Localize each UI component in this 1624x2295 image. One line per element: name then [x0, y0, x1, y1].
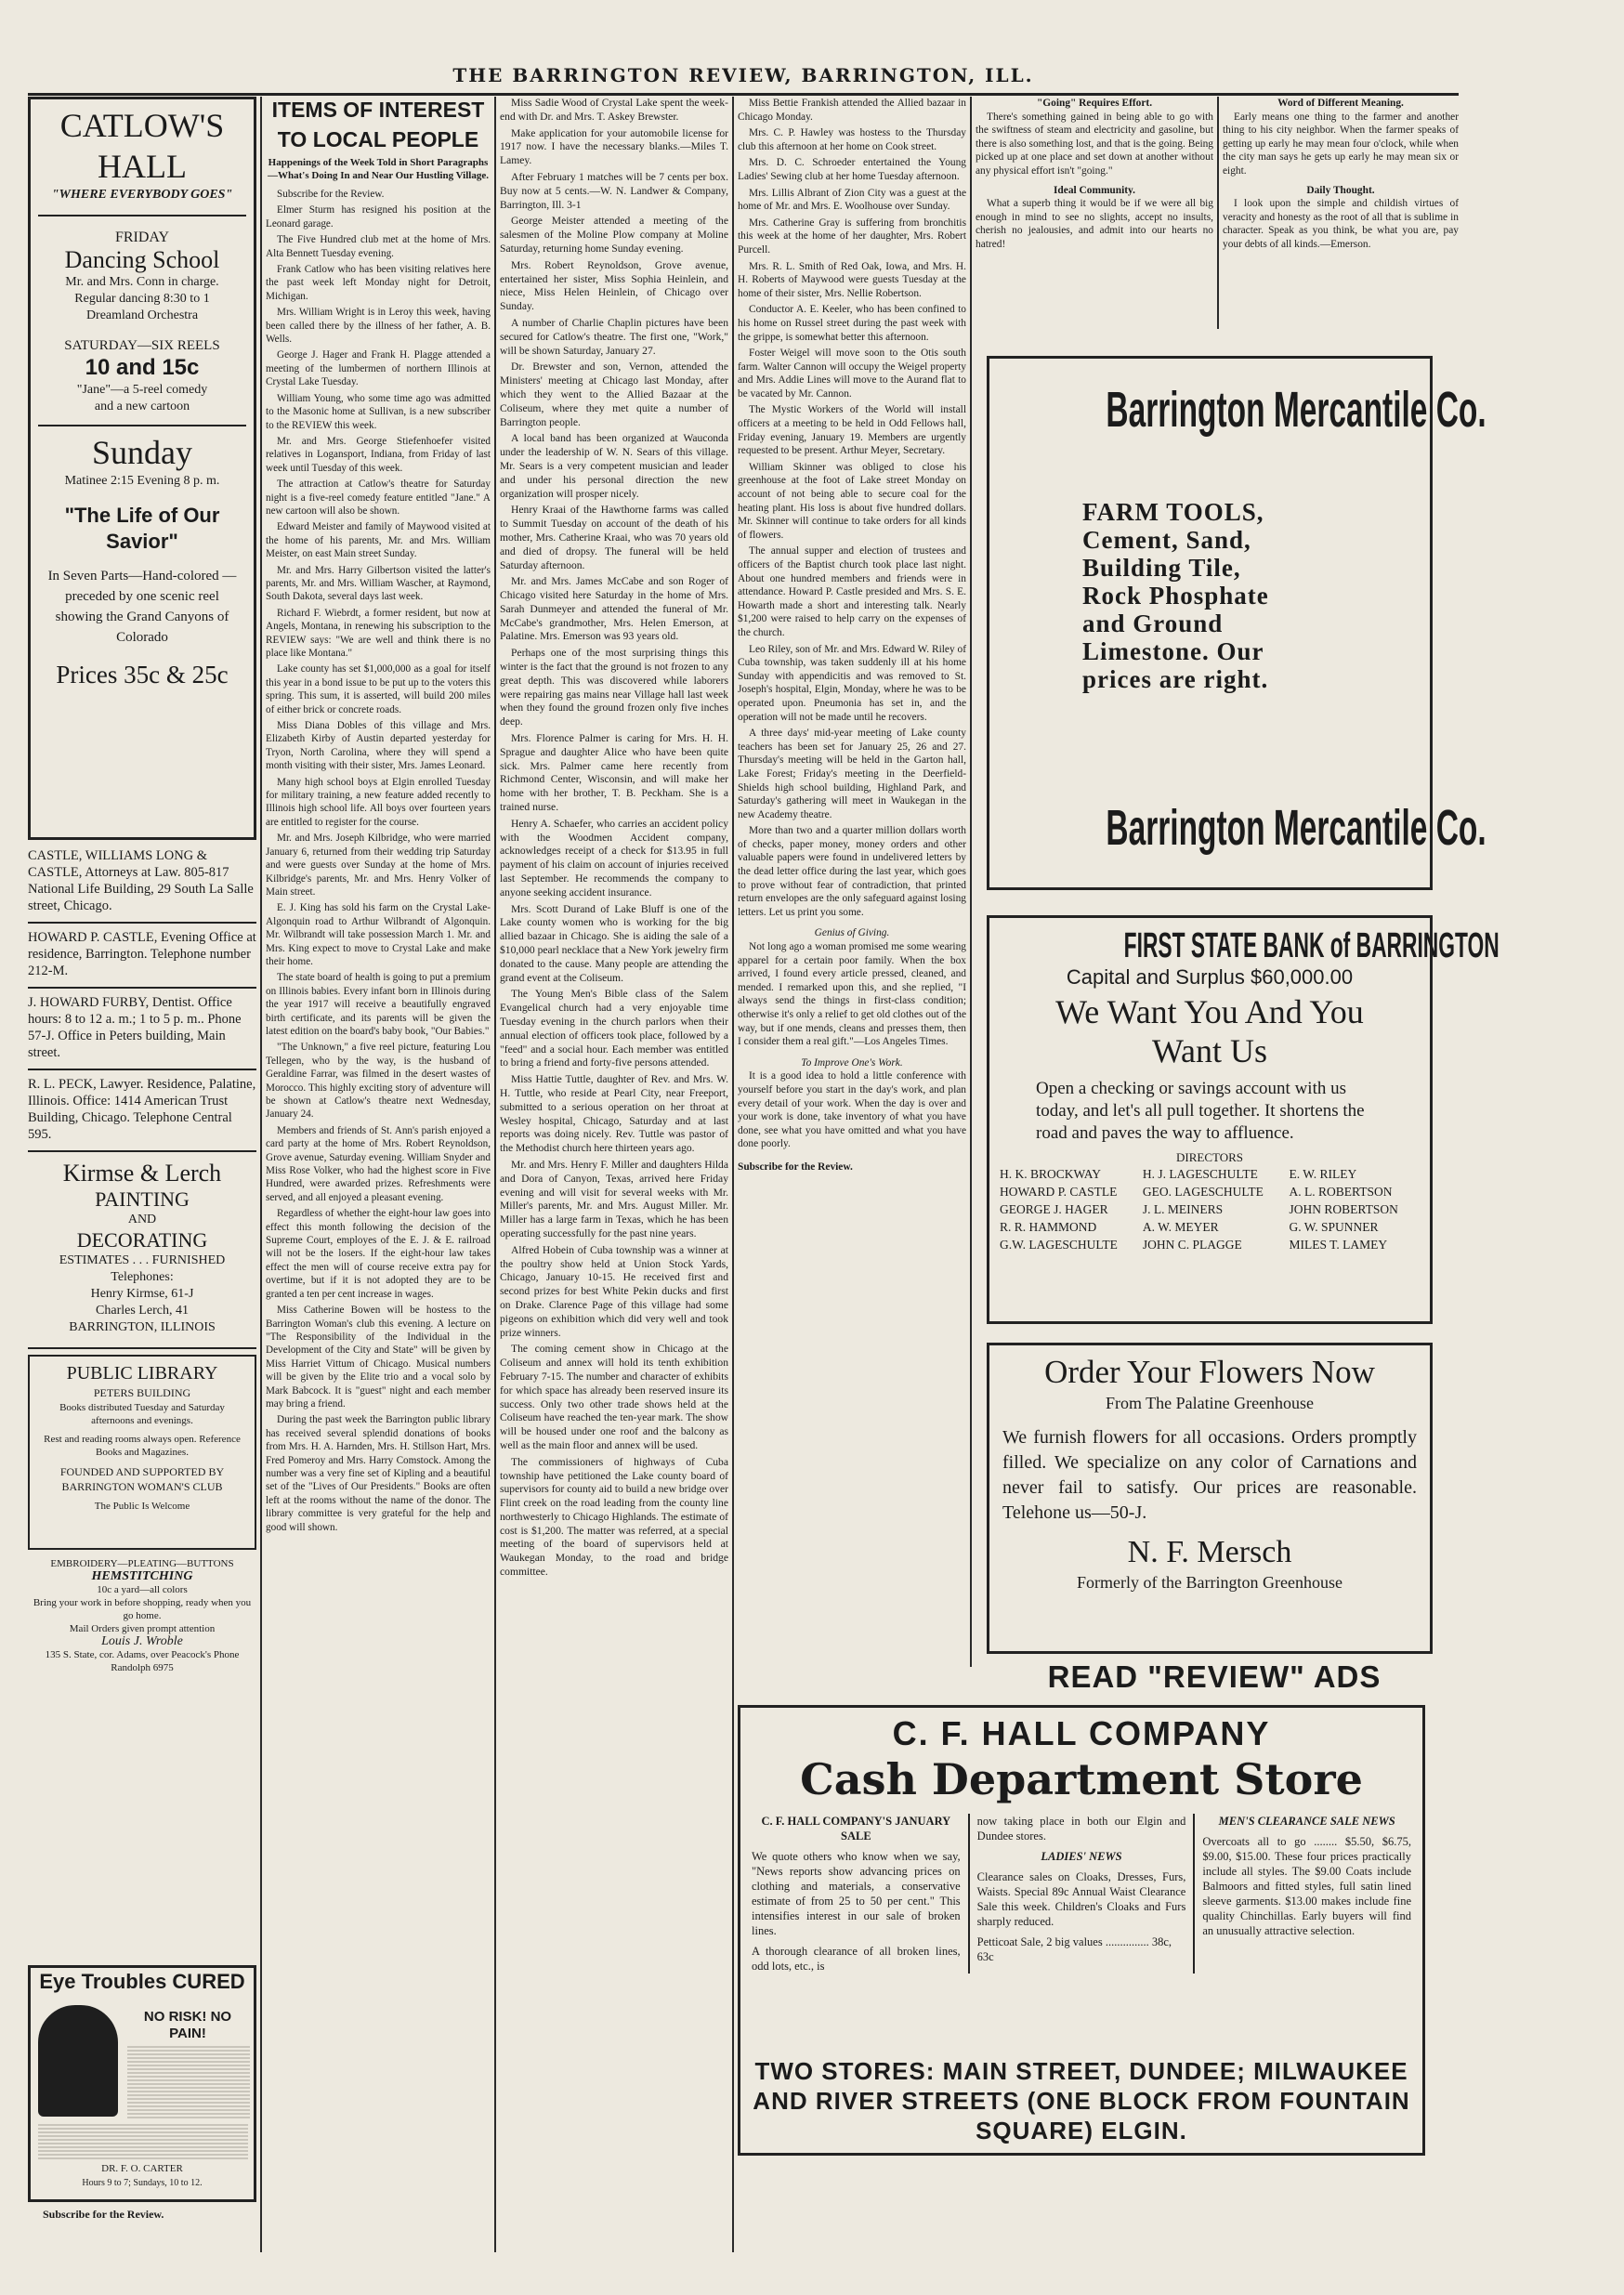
- kirmse-l1: PAINTING: [95, 1187, 190, 1211]
- news-para: Frank Catlow who has been visiting relatives here the past week left Monday night for Detroit, Michigan.: [266, 264, 491, 302]
- genius-para: Not long ago a woman promised me some wearing apparel for a certain poor family. When the box arrived, I found every article pressed, cleaned, and mended. I remarked upon this, and she replied, "I always send the things in first-class condition; otherwise it's only a relief to get old clothes out of the way, but if one mends, cleans and presses them, then I consider them a real gift."—Los Angeles Times.: [738, 941, 966, 1048]
- news-para: Conductor A. E. Keeler, who has been confined to his home on Russel street during the past week with the grippe, is somewhat better this afternoon.: [738, 304, 966, 343]
- catlow-line5: and a new cartoon: [94, 400, 190, 413]
- news-para: Mr. and Mrs. George Stiefenhoefer visited relatives in Logansport, Indiana, from Friday of last week until Tuesday of this week.: [266, 435, 491, 474]
- kirmse-lerch-ad: [28, 1158, 256, 1342]
- news-para: Subscribe for the Review.: [277, 189, 385, 200]
- catlow-title: CATLOW'S HALL: [59, 107, 225, 185]
- improve-para: It is a good idea to hold a little conference with yourself before you start in the day's work, and plan every detail of your work. When the day is over and your work is done, take inventory of what you have done, see what you have omitted and what you have done poorly.: [738, 1070, 966, 1150]
- news-para: Henry Kraai of the Hawthorne farms was called to Summit Tuesday on account of the death of his mother, Mrs. Catherine Kraai, who was 70 years old and died of dropsy. The funeral will be held Saturday afternoon.: [500, 504, 728, 571]
- news-para: Make application for your automobile license for 1917 now. I have the necessary blanks.—Miles T. Lamey.: [500, 126, 728, 167]
- hall-col2-b: Petticoat Sale, 2 big values ............... 38c, 63c: [976, 1935, 1172, 1963]
- library-l5: The Public Is Welcome: [94, 1501, 190, 1512]
- catlow-price-saturday: 10 and 15c: [85, 355, 200, 380]
- short-items-left: [976, 97, 1213, 329]
- news-para: The coming cement show in Chicago at the Coliseum and annex will hold its tenth exhibition February 7-15. The number and character of exhibits for which space has already been reserved insure its success. Only two other trade shows held at the Coliseum have reached the ten-year mark. The show will be housed under one roof and the balcony as well as the main floor and annex will be used.: [500, 1343, 728, 1451]
- genius-title: Genius of Giving.: [814, 927, 890, 939]
- bank-slogan-2: Want Us: [1151, 1032, 1268, 1069]
- hall-col1-body: We quote others who know when we say, "News reports show advancing prices on clothing and materials, a conservative estimate of from 25 to 50 per cent." This intensifies interest in our sale of broken lines.: [752, 1850, 961, 1937]
- bank-name: FIRST STATE BANK of BARRINGTON: [1123, 926, 1500, 965]
- mercantile-l2: Cement, Sand,: [1082, 526, 1251, 554]
- news-para: Members and friends of St. Ann's parish enjoyed a card party at the home of Mrs. Robert Reynoldson, Grove avenue, Saturday evening. William Snyder and Miss Rose Volker, who had the highest score in Five Hundred, were awarded prizes. Refreshments were served, and all enjoyed a pleasant evening.: [266, 1124, 491, 1203]
- word-title: Word of Different Meaning.: [1277, 98, 1404, 109]
- news-para: William Skinner was obliged to close his greenhouse at the foot of Lake street Monday on account of not being able to secure coal for the heating plant. His loss is about five hundred dollars. Mr. Skinner will continue to take orders for all kinds of flowers.: [738, 461, 966, 541]
- news-para: The Five Hundred club met at the home of Mrs. Alta Bennett Tuesday evening.: [266, 234, 491, 259]
- table-row: HOWARD P. CASTLE GEO. LAGESCHULTE A. L. ROBERTSON: [1000, 1185, 1393, 1199]
- hall-title: C. F. HALL COMPANY: [892, 1714, 1271, 1752]
- news-para: Leo Riley, son of Mr. and Mrs. Edward W. Riley of Cuba township, was taken suddenly ill at his home Sunday with appendicitis and was removed to St. Joseph's hospital, Elgin, Monday, where he was to be operated upon. Pneumonia has set in, and the operation will not be made until he recovers.: [738, 643, 967, 723]
- flowers-from: From The Palatine Greenhouse: [1105, 1394, 1315, 1412]
- news-para: Mrs. Lillis Albrant of Zion City was a guest at the home of Mr. and Mrs. E. Woolhouse over Sunday.: [738, 187, 966, 213]
- hall-col-3: [1202, 1814, 1411, 1974]
- mercantile-name-bottom: Barrington Mercantile Co.: [1106, 800, 1486, 856]
- eye-l2: DR. F. O. CARTER: [101, 2163, 183, 2174]
- library-l3: Rest and reading rooms always open. Reference Books and Magazines.: [44, 1434, 241, 1458]
- news-para: Miss Catherine Bowen will be hostess to the Barrington Woman's club this evening. A lecture on "The Responsibility of the Individual in the Development of the City and State" will be given by Miss Harriet Vittum of Chicago. Musical numbers will be given by the Elite trio and a vocal solo by Mark Babcock. It is "guest" night and each member may bring a friend.: [266, 1305, 491, 1410]
- kirmse-l5: Telephones:: [111, 1270, 174, 1284]
- bank-body: Open a checking or savings account with us today, and let's all pull together. It shortens the road and paves the way to affluence.: [1036, 1079, 1365, 1143]
- going-title: "Going" Requires Effort.: [1036, 98, 1153, 109]
- kirmse-l2: AND: [127, 1213, 157, 1226]
- library-l1: PETERS BUILDING: [93, 1386, 191, 1399]
- mercantile-name-top: Barrington Mercantile Co.: [1106, 382, 1486, 438]
- table-row: H. K. BROCKWAY H. J. LAGESCHULTE E. W. RILEY: [1000, 1167, 1357, 1181]
- catlow-hall-ad: [28, 97, 256, 840]
- news-para: Mr. and Mrs. James McCabe and son Roger of Chicago visited here Saturday in the home of Mrs. Sarah Dunmeyer and attended the funeral of Mr. McCabe's grandmother, Mrs. Helen Emerson, at Palatine. Mrs. Emerson was 93 years old.: [500, 575, 728, 643]
- library-title: PUBLIC LIBRARY: [66, 1363, 218, 1384]
- news-para: A three days' mid-year meeting of Lake county teachers has been set for January 25, 26 and 27. Thursday's meeting will be held in the Garton hall, Lake Forest; Friday's meeting in the Deerfield-Shields high school building, Highland Park, and Saturday's gathering will meet in Waukegan in the new Academy theatre.: [738, 728, 966, 820]
- mercantile-l3: Building Tile,: [1082, 554, 1241, 582]
- news-para: The Mystic Workers of the World will install officers at a meeting to be held in Odd Fellows hall, Friday evening, January 19. Members are urgently requested to be present. Arthur Meyer, Secretary.: [738, 404, 966, 457]
- news-para: Mr. and Mrs. Joseph Kilbridge, who were married January 6, returned from their wedding trip Saturday and were guests over Sunday at the home of Mrs. Kilbridge's parents, Mr. and Mrs. Henry Volker of Main street.: [266, 833, 491, 898]
- hall-col2-body: Clearance sales on Cloaks, Dresses, Furs, Waists. Special 89c Annual Waist Clearance Sale this week. Children's Cloaks and Furs sharply reduced.: [976, 1870, 1186, 1928]
- ideal-title: Ideal Community.: [1054, 184, 1135, 196]
- eye-troubles-ad: [28, 1965, 256, 2202]
- catlow-feature: "The Life of Our Savior": [64, 504, 220, 553]
- improve-title: To Improve One's Work.: [801, 1056, 903, 1069]
- news-para: William Young, who some time ago was admitted to the Masonic home at Sullivan, is a new subscriber to the REVIEW this week.: [266, 392, 491, 431]
- howard-castle-card: HOWARD P. CASTLE, Evening Office at residence, Barrington. Telephone number 212-M.: [28, 930, 256, 978]
- catlow-times: Matinee 2:15 Evening 8 p. m.: [64, 474, 220, 488]
- catlow-line1: Mr. and Mrs. Conn in charge.: [65, 275, 219, 289]
- eye-l3: Hours 9 to 7; Sundays, 10 to 12.: [82, 2178, 203, 2188]
- short-items-right: [1223, 97, 1459, 329]
- cf-hall-company-ad: [738, 1705, 1425, 2156]
- flowers-ad: [987, 1343, 1433, 1654]
- masthead: THE BARRINGTON REVIEW, BARRINGTON, ILL.: [28, 58, 1459, 96]
- table-row: G.W. LAGESCHULTE JOHN C. PLAGGE MILES T. LAMEY: [1000, 1238, 1388, 1252]
- news-para: After February 1 matches will be 7 cents per box. Buy now at 5 cents.—W. N. Landwer & Company, Barrington, Ill. 3-1: [500, 170, 728, 211]
- hall-footer: TWO STORES: MAIN STREET, DUNDEE; MILWAUKEE AND RIVER STREETS (ONE BLOCK FROM FOUNTAIN SQUARE) ELGIN.: [753, 2057, 1410, 2144]
- hall-col2-title: LADIES' NEWS: [1041, 1850, 1122, 1863]
- local-news-column: [266, 97, 491, 2245]
- catlow-day-friday: FRIDAY: [114, 230, 170, 245]
- news-para: Mrs. C. P. Hawley was hostess to the Thursday club this afternoon at her home on Cook street.: [738, 127, 966, 152]
- news-para: More than two and a quarter million dollars worth of checks, paper money, money orders and other valuable papers were found in undelivered letters by the dead letter office during the last year, which goes to prove without fear of contradiction, that printed return envelopes are the only safeguard against losing letters. Let us print you some.: [738, 825, 966, 918]
- catlow-event-dancing: Dancing School: [64, 246, 220, 273]
- hall-col3-body: Overcoats all to go ........ $5.50, $6.75, $9.00, $15.00. These four prices practically include all styles. The $9.00 Coats include Balmoors and fitted styles, full satin lined sleeve garments. $13.00 makes include fine quality Chinchillas. Early buyers will find an unusually attractive selection.: [1202, 1835, 1412, 1937]
- eye-title: Eye Troubles CURED: [39, 1970, 245, 1993]
- mercantile-body: [989, 498, 1430, 693]
- hall-col-2: [977, 1814, 1196, 1974]
- local-news-paragraphs: [266, 188, 491, 1534]
- column-rule: [1217, 97, 1219, 329]
- flowers-formerly: Formerly of the Barrington Greenhouse: [1077, 1573, 1342, 1592]
- news-para: The commissioners of highways of Cuba township have petitioned the Lake county board of supervisors for county aid to build a new bridge over Flint creek on the road leading from the county line northwesterly to Chicago Highlands. The estimate of cost is $1,200. The matter was referred, at a special meeting of the board of supervisors held at Waukegan Monday, to the road and bridge committee.: [500, 1455, 728, 1579]
- news-para: The annual supper and election of trustees and officers of the Baptist church took place last night. About one hundred members and friends were in attendance. Howard P. Castle presided and Mrs. S. E. Howarth made a short and interesting talk. Nearly $1,200 were raised to help carry on the expenses of the church.: [738, 545, 966, 638]
- news-para: Many high school boys at Elgin enrolled Tuesday for military training, a new feature added recently to Illinois high school life. All boys over fourteen years are entitled to register for the course.: [266, 776, 491, 828]
- hall-col2-intro: now taking place in both our Elgin and Dundee stores.: [976, 1815, 1186, 1843]
- news-para: Mrs. R. L. Smith of Red Oak, Iowa, and Mrs. H. H. Roberts of Maywood were guests Tuesday at the home of their sister, Mrs. Nellie Robertson.: [738, 260, 966, 299]
- news-para: A number of Charlie Chaplin pictures have been secured for Catlow's theatre. The first one, "Work," will be shown Saturday, January 27.: [500, 316, 728, 357]
- news-para: A local band has been organized at Wauconda under the leadership of W. N. Sears of this village. Mr. Sears is a very competent musician and leader and under his personal direction the new organization will prosper nicely.: [500, 432, 728, 500]
- news-para: Lake county has set $1,000,000 as a goal for itself this year in a bond issue to be put up to the voters this spring. This sum, it is asserted, will build 200 miles of either brick or concrete roads.: [266, 663, 491, 715]
- hemstitch-l5: Mail Orders given prompt attention: [69, 1623, 216, 1634]
- mercantile-l7: prices are right.: [1082, 665, 1269, 693]
- column-rule: [970, 97, 972, 1667]
- news-para: Dr. Brewster and son, Vernon, attended the Ministers' meeting at Chicago last Monday, after which they went to the Allied Bazaar at the Coliseum, where they met quite a number of Barrington people.: [500, 361, 728, 428]
- flowers-name: N. F. Mersch: [1127, 1535, 1292, 1569]
- going-para: There's something gained in being able to go with the swiftness of steam and electricity and gasoline, but there is also something lost, and that is the going. Being picked up at one place and set down at another without any physical effort isn't "going.": [976, 111, 1213, 177]
- news-para: Mrs. Robert Reynoldson, Grove avenue, entertained her sister, Miss Sophia Heinlein, and niece, Miss Helen Heinlein, of Chicago over Sunday.: [500, 258, 728, 313]
- barrington-mercantile-ad: [987, 356, 1486, 890]
- left-ads-column: [28, 97, 256, 2243]
- kirmse-title: Kirmse & Lerch: [62, 1160, 222, 1187]
- catlow-desc: In Seven Parts—Hand-colored —preceded by one scenic reel showing the Grand Canyons of Colorado: [47, 569, 237, 645]
- word-para: Early means one thing to the farmer and another thing to his city neighbor. When the farmer speaks of getting up early he may mean four o'clock, while when the city man says he gets up early he may mean six or eight.: [1223, 111, 1459, 177]
- news-para: Mrs. Florence Palmer is caring for Mrs. H. H. Sprague and daughter Alice who have been quite sick. Mrs. Palmer came here recently from Richmond Center, Wisconsin, and will make her home with her brother, T. B. Peckham. She is a trained nurse.: [500, 732, 728, 814]
- news-para: Perhaps one of the most surprising things this winter is the fact that the ground is not frozen to any great depth. This was discovered while laborers were repairing gas mains near Village hall last week when they found the ground frozen only five inches deep.: [500, 647, 728, 728]
- table-row: GEORGE J. HAGER J. L. MEINERS JOHN ROBERTSON: [1000, 1202, 1398, 1216]
- news-para: Alfred Hobein of Cuba township was a winner at the poultry show held at Union Stock Yards, Chicago, January 10-15. He received first and second prizes for best White Pekin ducks and first on Drake. Clarence Page of this village had some pigeons on exhibition which did very well and took prize winners.: [500, 1243, 728, 1339]
- catlow-day-sunday: Sunday: [92, 434, 192, 471]
- news-para: Mr. and Mrs. Harry Gilbertson visited the latter's parents, Mr. and Mrs. William Wascher, at Raymond, South Dakota, several days last week.: [266, 564, 491, 603]
- news-para: Mrs. D. C. Schroeder entertained the Young Ladies' Sewing club at her home Tuesday afternoon.: [738, 157, 966, 182]
- library-l4: FOUNDED AND SUPPORTED BY BARRINGTON WOMAN'S CLUB: [59, 1465, 225, 1493]
- bank-directors-table: [999, 1165, 1421, 1253]
- catlow-day-saturday: SATURDAY—SIX REELS: [64, 338, 220, 353]
- kirmse-l7: Charles Lerch, 41: [96, 1304, 189, 1318]
- news-para: E. J. King has sold his farm on the Crystal Lake-Algonquin road to Arthur Wilbrandt of Algonquin. Mr. Wilbrandt will take possession March 1. Mr. and Mrs. King expect to move to Crystal Lake and make their home.: [266, 902, 491, 967]
- bank-capital: Capital and Surplus $60,000.00: [1066, 965, 1354, 989]
- ideal-para: What a superb thing it would be if we were all big enough in mind to see no slights, accept no insults, cherish no jealousies, and admit into our hearts no hatred!: [976, 198, 1213, 250]
- news-para: Miss Diana Dobles of this village and Mrs. Elizabeth Kirby of Austin departed yesterday for Tryon, North Carolina, where they will spend a month visiting with their sister, Mrs. James Leonard.: [266, 720, 491, 772]
- hemstitch-l4: Bring your work in before shopping, ready when you go home.: [33, 1597, 252, 1621]
- news-para: Mrs. Scott Durand of Lake Bluff is one of the Lake county women who is working for the big allied bazaar in Chicago. She is aiding the sale of a $10,000 pearl necklace that a New York jewelry firm donated to the cause. Many people are attending the grand event at the Coliseum.: [500, 902, 728, 984]
- kirmse-l8: BARRINGTON, ILLINOIS: [69, 1320, 216, 1334]
- news-para: Miss Hattie Tuttle, daughter of Rev. and Mrs. W. H. Tuttle, who reside at Pearl City, near Freeport, submitted to a serious operation on her throat at Wesley hospital, Chicago, Saturday and at last reports was doing nicely. Rev. Tuttle was pastor of the Methodist church here thirteen years ago.: [500, 1073, 728, 1155]
- news-para: The Young Men's Bible class of the Salem Evangelical church had a very enjoyable time Tuesday evening in the church parlors when their annual election of officers took place, followed by a "feed" and a social hour. Each member was entitled to bring a friend and forty-five persons attended.: [500, 988, 728, 1069]
- hemstitch-l3: 10c a yard—all colors: [97, 1584, 188, 1595]
- column-rule: [260, 97, 262, 2252]
- catlow-line3: Dreamland Orchestra: [85, 308, 199, 322]
- news-para: Mrs. Catherine Gray is suffering from bronchitis this week at the home of her daughter, Mrs. Robert Purcell.: [738, 216, 966, 256]
- public-library-ad: [28, 1355, 256, 1550]
- hemstitch-l6: Louis J. Wroble: [101, 1634, 183, 1648]
- news-para: Miss Sadie Wood of Crystal Lake spent the week-end with Dr. and Mrs. T. Askey Brewster.: [500, 97, 728, 123]
- table-row: R. R. HAMMOND A. W. MEYER G. W. SPUNNER: [1000, 1220, 1379, 1234]
- eye-fineprint-lower: [38, 2124, 248, 2161]
- hall-col-1: [752, 1814, 970, 1974]
- flowers-title: Order Your Flowers Now: [1044, 1354, 1375, 1390]
- news-para: During the past week the Barrington public library has received several splendid donations of books from Mrs. H. A. Harnden, Mrs. H. Stillson Hart, Mrs. Fred Pomeroy and Mrs. Harry Comstock. Among the number was a very fine set of Kipling and a beautiful set of the "Lives of Our Presidents." Books are often left at the rooms without the name of the donor. The library committee is very grateful for the help and good will shown.: [266, 1414, 491, 1533]
- kirmse-l4: ESTIMATES . . . FURNISHED: [59, 1253, 226, 1267]
- doctor-portrait-icon: [38, 2005, 118, 2117]
- news-para: Mrs. William Wright is in Leroy this week, having been called there by the illness of her father, A. B. Wells.: [266, 307, 491, 346]
- mercantile-l5: and Ground: [1082, 610, 1224, 637]
- catlow-line2: Regular dancing 8:30 to 1: [74, 292, 210, 306]
- kirmse-l6: Henry Kirmse, 61-J: [90, 1287, 194, 1301]
- catlow-line4: "Jane"—a 5-reel comedy: [76, 383, 208, 397]
- hall-subtitle: Cash Department Store: [800, 1754, 1363, 1804]
- subscribe-note-col1: Subscribe for the Review.: [43, 2208, 164, 2221]
- castle-williams-card: CASTLE, WILLIAMS LONG & CASTLE, Attorneys at Law. 805-817 National Life Building, 29 South La Salle street, Chicago.: [28, 848, 254, 913]
- news-para: "The Unknown," a five reel picture, featuring Lou Tellegen, who by the way, is the husband of Geraldine Farrar, was filmed in the desert wastes of Morocco. This highly exciting story of adventure will be shown at Catlow's theatre next Wednesday, January 24.: [266, 1042, 491, 1121]
- eye-fineprint: [127, 2046, 250, 2120]
- hall-col1-title: C. F. HALL COMPANY'S JANUARY SALE: [761, 1815, 951, 1843]
- news-para: George J. Hager and Frank H. Plagge attended a meeting of the lumbermen of northern Illinois at Crystal Lake Tuesday.: [266, 349, 491, 388]
- daily-title: Daily Thought.: [1306, 184, 1375, 196]
- news-column-4: [738, 97, 966, 1667]
- hall-col1-b: A thorough clearance of all broken lines, odd lots, etc., is: [752, 1945, 961, 1973]
- hemstitch-l2: HEMSTITCHING: [91, 1569, 193, 1583]
- mercantile-l6: Limestone. Our: [1082, 637, 1264, 665]
- bank-slogan-1: We Want You And You: [1055, 993, 1364, 1030]
- eye-l1: NO RISK! NO PAIN!: [143, 2009, 232, 2041]
- items-headline-1: ITEMS OF INTEREST: [271, 98, 485, 122]
- first-state-bank-ad: [987, 915, 1500, 1324]
- furby-dentist-card: J. HOWARD FURBY, Dentist. Office hours: 8 to 12 a. m.; 1 to 5 p. m.. Phone 57-J. Office in Peters building, Main street.: [28, 995, 242, 1060]
- news-para: The state board of health is going to put a premium on Illinois babies. Every infant born in Illinois during the year 1917 will receive a beautifully engraved birth certificate, and its parents will be given the latest edition on the board's baby book, "Our Babies.": [266, 972, 491, 1037]
- hemstitching-ad: [28, 1557, 256, 1674]
- news-para: George Meister attended a meeting of the salesmen of the Moline Plow company at Moline Saturday, returning home Sunday evening.: [500, 215, 728, 255]
- news-para: The attraction at Catlow's theatre for Saturday night is a five-reel comedy feature entitled "Jane." A new cartoon will also be shown.: [266, 479, 491, 517]
- news-para: Henry A. Schaefer, who carries an accident policy with the Woodmen Accident company, acknowledges receipt of a check for $13.95 in full payment of his claim on account of injuries received last September. He recommends the company to anyone seeking accident insurance.: [500, 817, 728, 898]
- hemstitch-l7: 135 S. State, cor. Adams, over Peacock's Phone Randolph 6975: [45, 1649, 240, 1673]
- daily-para: I look upon the simple and childish virtues of veracity and honesty as the root of all that is sublime in character. Speak as you think, be what you are, pay your debts of all kinds.—Emerson.: [1223, 198, 1459, 250]
- flowers-body: We furnish flowers for all occasions. Orders promptly filled. We specialize on any color of Carnations and never fail to satisfy. Our prices are reasonable. Telehone us—50-J.: [1002, 1427, 1417, 1523]
- news-para: Regardless of whether the eight-hour law goes into effect this month following the decision of the Supreme Court, employes of the E. J. & E. railroad will not be the losers. If the eight-hour law takes effect the men will of course receive extra pay for overtime, but if it is not adopted they are to be granted a ten per cent increase in wages.: [266, 1208, 491, 1300]
- mercantile-l1: FARM TOOLS,: [1082, 498, 1264, 526]
- items-headline-2: TO LOCAL PEOPLE: [277, 127, 479, 151]
- column-rule: [732, 97, 734, 2252]
- subscribe-note-col4: Subscribe for the Review.: [738, 1161, 853, 1173]
- items-subhead: Happenings of the Week Told in Short Paragraphs—What's Doing In and Near Our Hustling Village.: [268, 157, 489, 181]
- news-column-3: [500, 97, 728, 2245]
- hall-col3-title: MEN'S CLEARANCE SALE NEWS: [1218, 1815, 1395, 1828]
- read-review-ads-banner: READ "REVIEW" ADS: [1047, 1659, 1382, 1694]
- news-para: Elmer Sturm has resigned his position at the Leonard garage.: [266, 204, 491, 230]
- news-para: Richard F. Wiebrdt, a former resident, but now at Angels, Montana, in renewing his subscription to the REVIEW says: "We are well and think there is no place like Montana.": [266, 607, 491, 659]
- catlow-slogan: "WHERE EVERYBODY GOES": [51, 188, 233, 202]
- kirmse-l3: DECORATING: [76, 1228, 208, 1252]
- library-l2: Books distributed Tuesday and Saturday afternoons and evenings.: [59, 1402, 225, 1426]
- news-para: Edward Meister and family of Maywood visited at the home of his parents, Mr. and Mrs. William Meister, on east Main street Sunday.: [266, 521, 491, 560]
- news-para: Mr. and Mrs. Henry F. Miller and daughters Hilda and Dora of Canyon, Texas, arrived here Friday evening and will visit for several weeks with Mr. Miller's parents, Mr. and Mrs. August Miller. Mr. Miller has a large farm in Texas, which he has been operating successfully for the past nine years.: [500, 1158, 728, 1239]
- catlow-prices: Prices 35c & 25c: [56, 661, 229, 688]
- column-rule: [494, 97, 496, 2252]
- news-para: Foster Weigel will move soon to the Otis south farm. Walter Cannon will occupy the Weigel property and Mrs. Addie Lines will move to the Aurand flat to be vacated by Mr. Cannon.: [738, 348, 966, 400]
- bank-directors-label: DIRECTORS: [1176, 1150, 1243, 1164]
- news-para: Miss Bettie Frankish attended the Allied bazaar in Chicago Monday.: [738, 98, 966, 123]
- mercantile-l4: Rock Phosphate: [1082, 582, 1269, 610]
- hemstitch-l1: EMBROIDERY—PLEATING—BUTTONS: [50, 1558, 234, 1569]
- peck-lawyer-card: R. L. PECK, Lawyer. Residence, Palatine, Illinois. Office: 1414 American Trust Building, Chicago. Telephone Central 595.: [28, 1077, 256, 1142]
